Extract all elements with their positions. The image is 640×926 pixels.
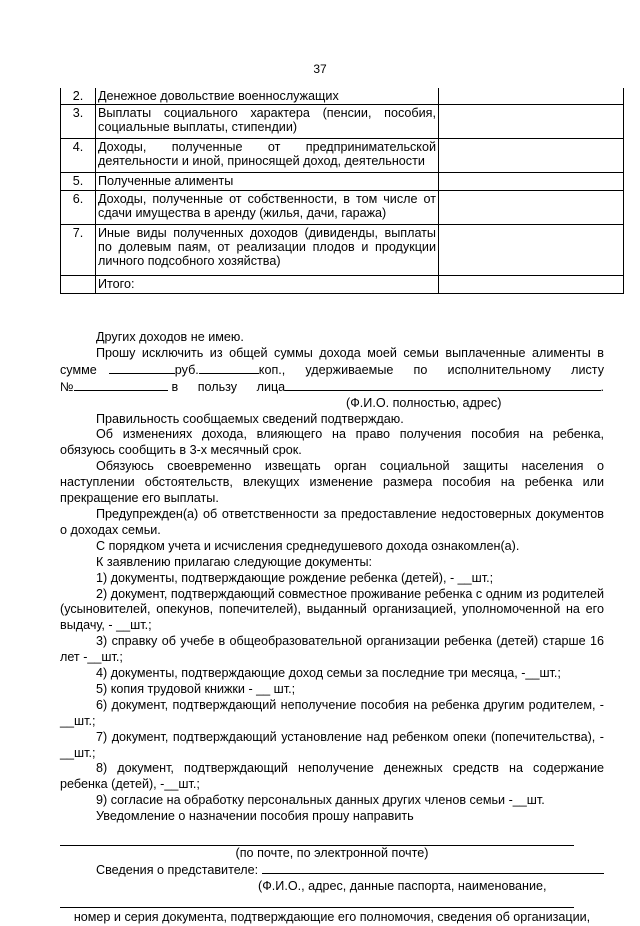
row-number: 6. bbox=[61, 191, 96, 225]
amount-cell[interactable] bbox=[439, 276, 624, 294]
representative-field[interactable] bbox=[262, 862, 604, 874]
amount-cell[interactable] bbox=[439, 88, 624, 105]
confirm-statement: Правильность сообщаемых сведений подтверждаю. bbox=[96, 411, 404, 426]
doc-item-5: 5) копия трудовой книжки - __ шт.; bbox=[96, 681, 296, 696]
row-number: 2. bbox=[61, 88, 96, 105]
in-favor-text: в пользу лица bbox=[171, 379, 286, 394]
sum-word: сумме bbox=[60, 362, 97, 377]
attach-heading: К заявлению прилагаю следующие документы: bbox=[96, 554, 373, 569]
doc-item-8: 8) документ, подтверждающий неполучение денежных средств на содержание ребенка (детей), -__шт.; bbox=[60, 761, 604, 792]
send-notice: Уведомление о назначении пособия прошу направить bbox=[96, 809, 414, 824]
rub-label: руб. bbox=[174, 362, 199, 377]
income-type: Полученные алименты bbox=[96, 173, 439, 191]
rep-line bbox=[60, 862, 604, 879]
income-type: Доходы, полученные от собственности, в том числе от сдачи имущества в аренду (жилья, дачи, гаража) bbox=[96, 191, 439, 225]
doc-item-3: 3) справку об учебе в общеобразовательной организации ребенка (детей) старше 16 лет -__шт.; bbox=[60, 634, 604, 665]
amount-cell[interactable] bbox=[439, 139, 624, 173]
table-row bbox=[61, 276, 624, 294]
changes-statement: Об изменениях дохода, влияющего на право получения пособия на ребенка, обязуюсь сообщить в 3-х месячный срок. bbox=[60, 427, 604, 458]
row-number: 3. bbox=[61, 105, 96, 139]
delivery-method-field[interactable] bbox=[60, 829, 574, 846]
doc-item-4: 4) документы, подтверждающие доход семьи за последние три месяца, -__шт.; bbox=[96, 666, 561, 681]
doc-item-6: 6) документ, подтверждающий неполучение пособия на ребенка другим родителем, - __шт.; bbox=[60, 697, 604, 728]
procedure-statement: С порядком учета и исчисления среднедушевого дохода ознакомлен(а). bbox=[96, 538, 520, 553]
representative-details-field[interactable] bbox=[60, 897, 574, 908]
income-type: Итого: bbox=[96, 276, 439, 294]
income-type: Выплаты социального характера (пенсии, пособия, социальные выплаты, стипендии) bbox=[96, 105, 439, 139]
doc-item-7: 7) документ, подтверждающий установление над ребенком опеки (попечительства), - __шт.; bbox=[60, 729, 604, 760]
table-row bbox=[61, 173, 624, 191]
num-sign: № bbox=[60, 379, 74, 394]
amount-cell[interactable] bbox=[439, 191, 624, 225]
rub-amount-field[interactable] bbox=[109, 362, 175, 374]
sum-line bbox=[60, 362, 604, 379]
income-table bbox=[60, 88, 624, 294]
notify-statement: Обязуюсь своевременно извещать орган социальной защиты населения о наступлении обстоятельств, влекущих изменение размера пособия на ребенка или прекращение его выплаты. bbox=[60, 459, 604, 506]
kop-amount-field[interactable] bbox=[199, 362, 259, 374]
post-caption: (по почте, по электронной почте) bbox=[235, 846, 429, 861]
fio-caption: (Ф.И.О. полностью, адрес) bbox=[346, 395, 502, 410]
row-number: 7. bbox=[61, 225, 96, 276]
exclude-alimony-line: Прошу исключить из общей суммы дохода моей семьи выплаченные алименты в bbox=[96, 345, 604, 360]
row-number: 4. bbox=[61, 139, 96, 173]
table-row bbox=[61, 139, 624, 173]
amount-cell[interactable] bbox=[439, 105, 624, 139]
kop-retained-text: коп., удерживаемые по исполнительному листу bbox=[258, 362, 604, 377]
income-type: Иные виды полученных доходов (дивиденды, выплаты по долевым паям, от реализации плодов и продукции личного подсобного хозяйства) bbox=[96, 225, 439, 276]
doc-item-9: 9) согласие на обработку персональных данных других членов семьи -__шт. bbox=[96, 793, 545, 808]
no-other-income: Других доходов не имею. bbox=[96, 330, 244, 344]
page-number: 37 bbox=[313, 62, 327, 76]
doc-item-1: 1) документы, подтверждающие рождение ребенка (детей), - __шт.; bbox=[96, 570, 494, 585]
rep-label: Сведения о представителе: bbox=[96, 863, 259, 877]
amount-cell[interactable] bbox=[439, 173, 624, 191]
income-type: Доходы, полученные от предпринимательской деятельности и иной, приносящей доход, деятельности bbox=[96, 139, 439, 173]
row-number bbox=[61, 276, 96, 294]
row-number: 5. bbox=[61, 173, 96, 191]
income-type: Денежное довольствие военнослужащих bbox=[96, 88, 439, 105]
recipient-field[interactable] bbox=[285, 379, 600, 391]
table-row bbox=[61, 191, 624, 225]
table-row bbox=[61, 105, 624, 139]
warned-statement: Предупрежден(а) об ответственности за предоставление недостоверных документов о доходах семьи. bbox=[60, 506, 604, 537]
amount-cell[interactable] bbox=[439, 225, 624, 276]
table-row bbox=[61, 225, 624, 276]
document-body bbox=[60, 330, 604, 926]
last-line: номер и серия документа, подтверждающие его полномочия, сведения об организации, bbox=[73, 909, 591, 924]
writ-number-field[interactable] bbox=[74, 379, 168, 391]
writ-line: № в пользу лица . bbox=[60, 379, 604, 394]
rep-caption: (Ф.И.О., адрес, данные паспорта, наименование, bbox=[258, 878, 547, 893]
doc-item-2: 2) документ, подтверждающий совместное проживание ребенка с одним из родителей (усыновителей, опекунов, попечителей), выданный организацией, уполномоченной на его выдачу, - __шт.; bbox=[60, 586, 604, 633]
table-row bbox=[61, 88, 624, 105]
